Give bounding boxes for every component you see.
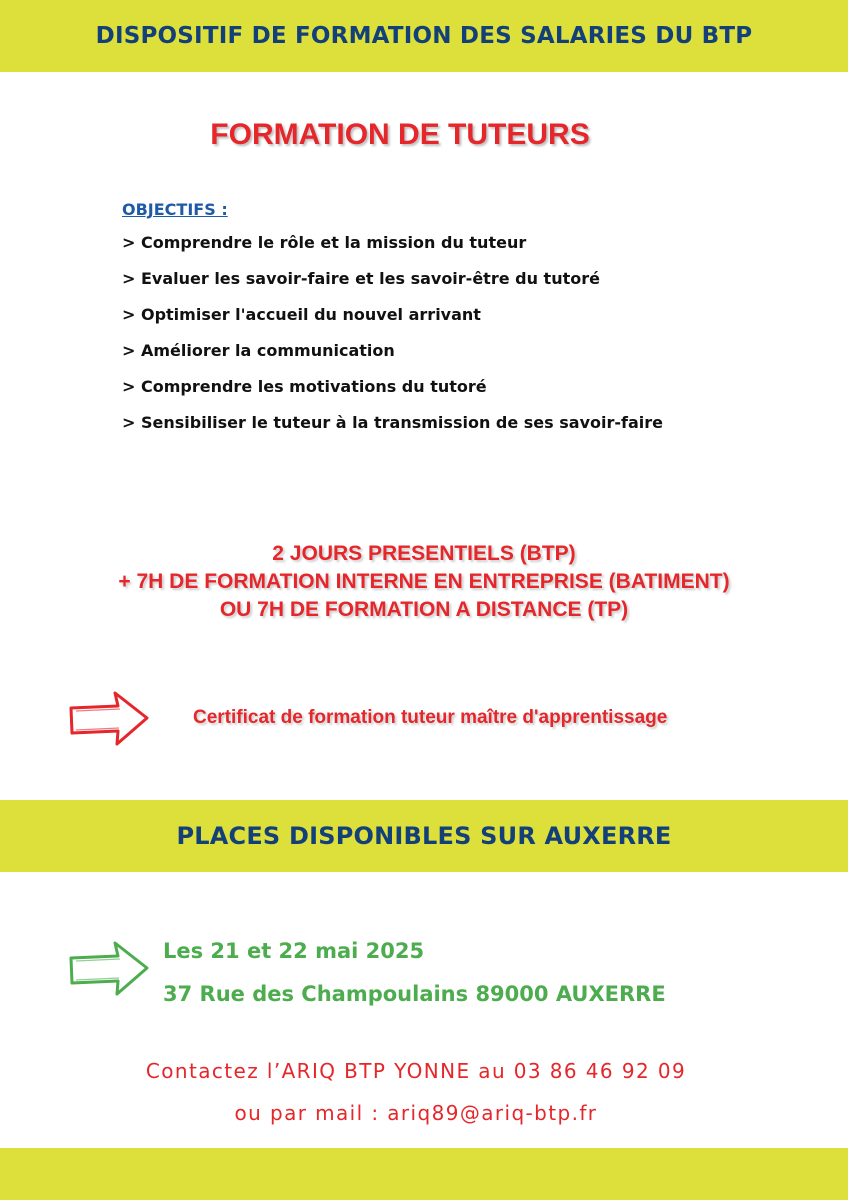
page-title: FORMATION DE TUTEURS xyxy=(210,118,590,151)
objectives-section xyxy=(122,200,822,449)
header-title: DISPOSITIF DE FORMATION DES SALARIES DU BTP xyxy=(95,23,753,49)
footer-band xyxy=(0,1148,848,1200)
contact-mail: ou par mail : ariq89@ariq-btp.fr xyxy=(234,1101,598,1125)
duration-line: OU 7H DE FORMATION A DISTANCE (TP) xyxy=(219,598,629,621)
places-title: PLACES DISPONIBLES SUR AUXERRE xyxy=(176,822,672,850)
list-item: > Evaluer les savoir-faire et les savoir-être du tutoré xyxy=(122,269,600,288)
list-item: > Sensibiliser le tuteur à la transmission de ses savoir-faire xyxy=(122,413,663,432)
list-item: > Améliorer la communication xyxy=(122,341,395,360)
contact-phone: Contactez l’ARIQ BTP YONNE au 03 86 46 92 09 xyxy=(145,1059,687,1083)
list-item: > Comprendre le rôle et la mission du tuteur xyxy=(122,233,527,252)
contact-block xyxy=(0,1050,832,1134)
arrow-right-outline-icon xyxy=(68,940,150,996)
session-date: Les 21 et 22 mai 2025 xyxy=(163,939,425,963)
duration-block xyxy=(0,540,848,624)
arrow-right-outline-icon xyxy=(68,690,150,746)
list-item: > Optimiser l'accueil du nouvel arrivant xyxy=(122,305,481,324)
certificate-text: Certificat de formation tuteur maître d'apprentissage xyxy=(193,707,668,728)
duration-line: + 7H DE FORMATION INTERNE EN ENTREPRISE (BATIMENT) xyxy=(118,570,730,593)
list-item: > Comprendre les motivations du tutoré xyxy=(122,377,487,396)
objectives-list xyxy=(122,233,822,449)
session-address: 37 Rue des Champoulains 89000 AUXERRE xyxy=(163,982,666,1006)
places-band xyxy=(0,800,848,872)
session-info xyxy=(163,936,823,1008)
duration-line: 2 JOURS PRESENTIELS (BTP) xyxy=(272,542,576,565)
header-band xyxy=(0,0,848,72)
objectives-heading: OBJECTIFS : xyxy=(122,200,228,219)
